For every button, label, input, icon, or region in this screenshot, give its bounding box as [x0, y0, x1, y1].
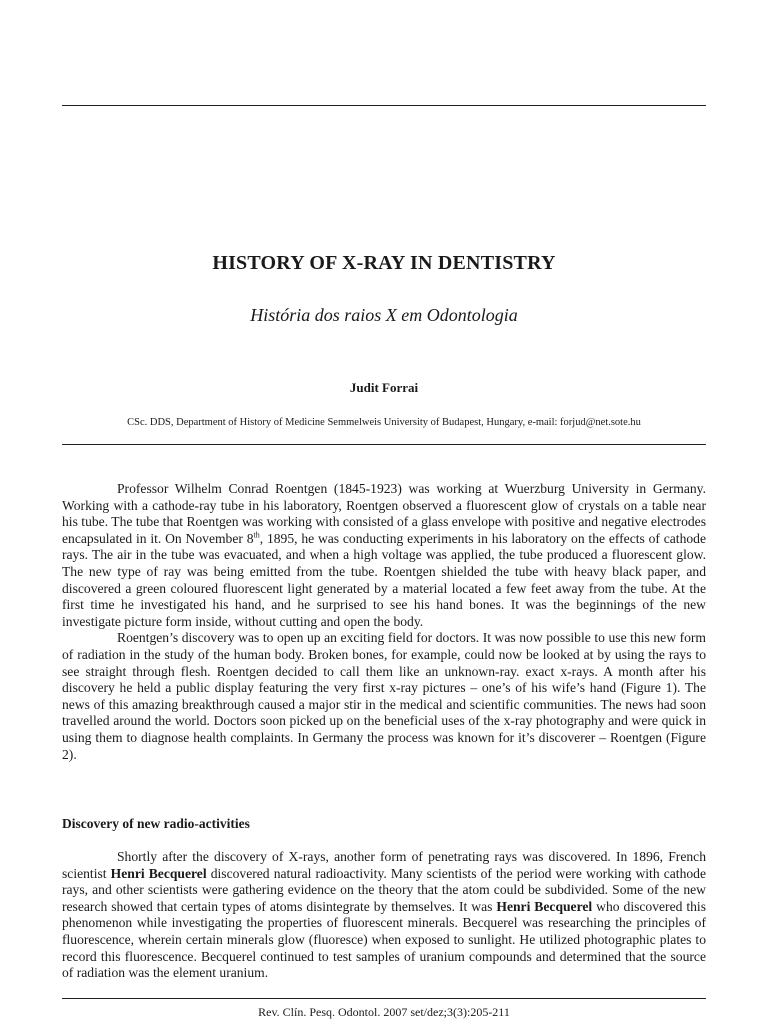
author-affiliation: CSc. DDS, Department of History of Medicine Semmelweis University of Budapest, Hungary, e-mail: forjud@net.sote.hu: [127, 417, 641, 428]
ordinal-superscript: th: [253, 530, 260, 540]
journal-citation: Rev. Clín. Pesq. Odontol. 2007 set/dez;3(3):205-211: [258, 1005, 510, 1019]
paragraph-3-text-c: who discovered this phenomenon while investigating the properties of fluorescent minerals. Becquerel was researching the principles of fluorescence, wherein certain minerals glow (fluoresce) when exposed to sunlight. He utilized photographic plates to record this fluorescence. Becquerel continued to test samples of uranium compounds and determined that the source of radiation was the element uranium.: [62, 898, 706, 981]
article-title: HISTORY OF X-RAY IN DENTISTRY: [212, 252, 556, 274]
footer-rule: [62, 998, 706, 999]
paragraph-2: Roentgen’s discovery was to open up an exciting field for doctors. It was now possible to use this new form of radiation in the study of the human body. Broken bones, for example, could now be looked at by using the rays to see straight through flesh. Roentgen decided to call them like an unknown-ray. exact x-rays. A month after his discovery he held a public display featuring the very first x-ray pictures – one’s of his wife’s hand (Figure 1). The news of this amazing breakthrough caused a major stir in the medical and scientific communities. The news had soon travelled around the world. Doctors soon picked up on the beneficial uses of the x-ray photography and were quick in using them to diagnose health complaints. In Germany the process was known for it’s discoverer – Roentgen (Figure 2).: [62, 630, 706, 762]
section-body: [62, 849, 706, 982]
scientist-name: Henri Becquerel: [496, 898, 593, 914]
paragraph-3-text-a: Shortly after the discovery of X-rays, another form of penetrating rays was discovered. In 1896, French scientist: [62, 849, 706, 881]
paragraph-3: [62, 849, 706, 982]
article-subtitle: História dos raios X em Odontologia: [250, 305, 518, 325]
paragraph-1-text-b: , 1895, he was conducting experiments in his laboratory on the effects of cathode rays. The air in the tube was evacuated, and when a high voltage was applied, the tube produced a fluorescent glow. The new type of ray was being emitted from the tube. Roentgen shielded the tube with heavy black paper, and discovered a green coloured fluorescent light generated by a material located a few feet away from the tube. At the first time he investigated his hand, and he surprised to see his hand bones. It was the beginnings of the new investigate picture form inside, without cutting and open the body.: [62, 530, 706, 629]
section-heading: Discovery of new radio-activities: [62, 816, 250, 831]
author-name: Judit Forrai: [349, 380, 419, 395]
header-rule: [62, 105, 706, 106]
paragraph-1: [62, 481, 706, 630]
affiliation-rule: [62, 444, 706, 445]
paragraph-1-text-a: Professor Wilhelm Conrad Roentgen (1845-1923) was working at Wuerzburg University in Germany. Working with a cathode-ray tube in his laboratory, Roentgen observed a fluorescent glow of crystals on a table near his tube. The tube that Roentgen was working with consisted of a glass envelope with positive and negative electrodes encapsulated in it. On November 8: [62, 481, 706, 546]
article-body: [62, 481, 706, 763]
paragraph-3-text-b: discovered natural radioactivity. Many scientists of the period were working with cathode rays, and other scientists were gathering evidence on the theory that the atom could be subdivided. Some of the new research showed that certain types of atoms disintegrate by themselves. It was: [62, 865, 706, 914]
scientist-name: Henri Becquerel: [110, 865, 207, 881]
